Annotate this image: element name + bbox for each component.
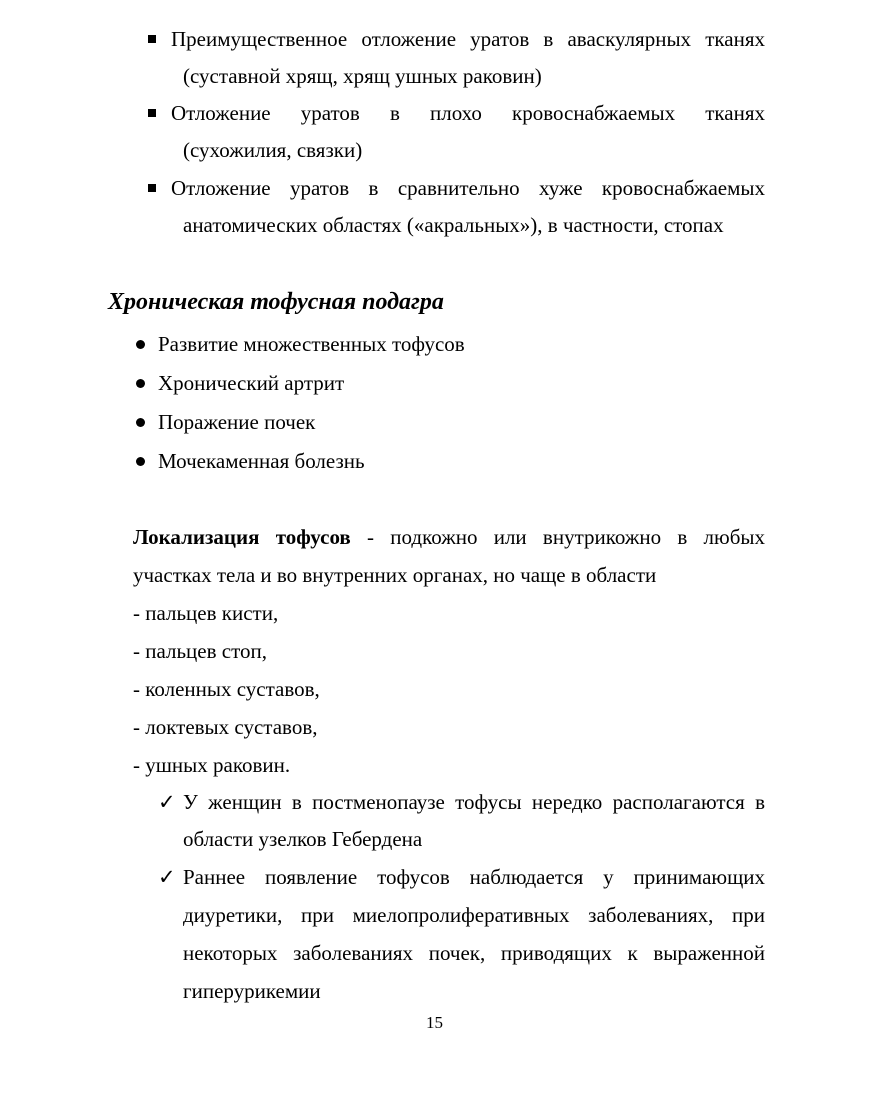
check-item-line: диуретики, при миелопролиферативных заболеваниях, при: [183, 903, 765, 927]
square-bullet-marker: [148, 184, 156, 192]
check-item-line: У женщин в постменопаузе тофусы нередко располагаются в: [183, 790, 765, 814]
round-bullet-item: Хронический артрит: [158, 371, 345, 395]
square-bullet-line: (суставной хрящ, хрящ ушных раковин): [183, 64, 542, 88]
check-item-line: гиперурикемии: [183, 979, 321, 1003]
localization-line: [133, 524, 765, 550]
round-bullet-marker: [136, 340, 145, 349]
square-bullet-marker: [148, 109, 156, 117]
localization-item: - локтевых суставов,: [133, 715, 318, 739]
round-bullet-item: Мочекаменная болезнь: [158, 449, 365, 473]
round-bullet-marker: [136, 418, 145, 427]
square-bullet-line: (сухожилия, связки): [183, 138, 363, 162]
square-bullet-line: Отложение уратов в сравнительно хуже кровоснабжаемых: [171, 176, 765, 200]
check-item-line: Раннее появление тофусов наблюдается у принимающих: [183, 865, 765, 889]
localization-line: участках тела и во внутренних органах, но чаще в области: [133, 563, 657, 587]
check-item-line: области узелков Гебердена: [183, 827, 423, 851]
section-title: Хроническая тофусная подагра: [108, 289, 444, 315]
page-number: 15: [426, 1013, 443, 1032]
round-bullet-item: Поражение почек: [158, 410, 316, 434]
check-item-line: некоторых заболеваниях почек, приводящих к выраженной: [183, 941, 765, 965]
round-bullet-marker: [136, 379, 145, 388]
localization-item: - пальцев кисти,: [133, 601, 279, 625]
square-bullet-line: Отложение уратов в плохо кровоснабжаемых тканях: [171, 101, 765, 125]
round-bullet-marker: [136, 457, 145, 466]
check-icon: ✓: [158, 790, 176, 814]
localization-line1-rest: - подкожно или внутрикожно в любых: [350, 525, 765, 549]
square-bullet-marker: [148, 35, 156, 43]
localization-item: - ушных раковин.: [133, 753, 291, 777]
check-icon: ✓: [158, 865, 176, 889]
square-bullet-line: анатомических областях («акральных»), в частности, стопах: [183, 213, 724, 237]
localization-item: - пальцев стоп,: [133, 639, 267, 663]
round-bullet-item: Развитие множественных тофусов: [158, 332, 465, 356]
square-bullet-line: Преимущественное отложение уратов в аваскулярных тканях: [171, 27, 765, 51]
localization-item: - коленных суставов,: [133, 677, 320, 701]
localization-term: Локализация тофусов: [133, 525, 351, 549]
